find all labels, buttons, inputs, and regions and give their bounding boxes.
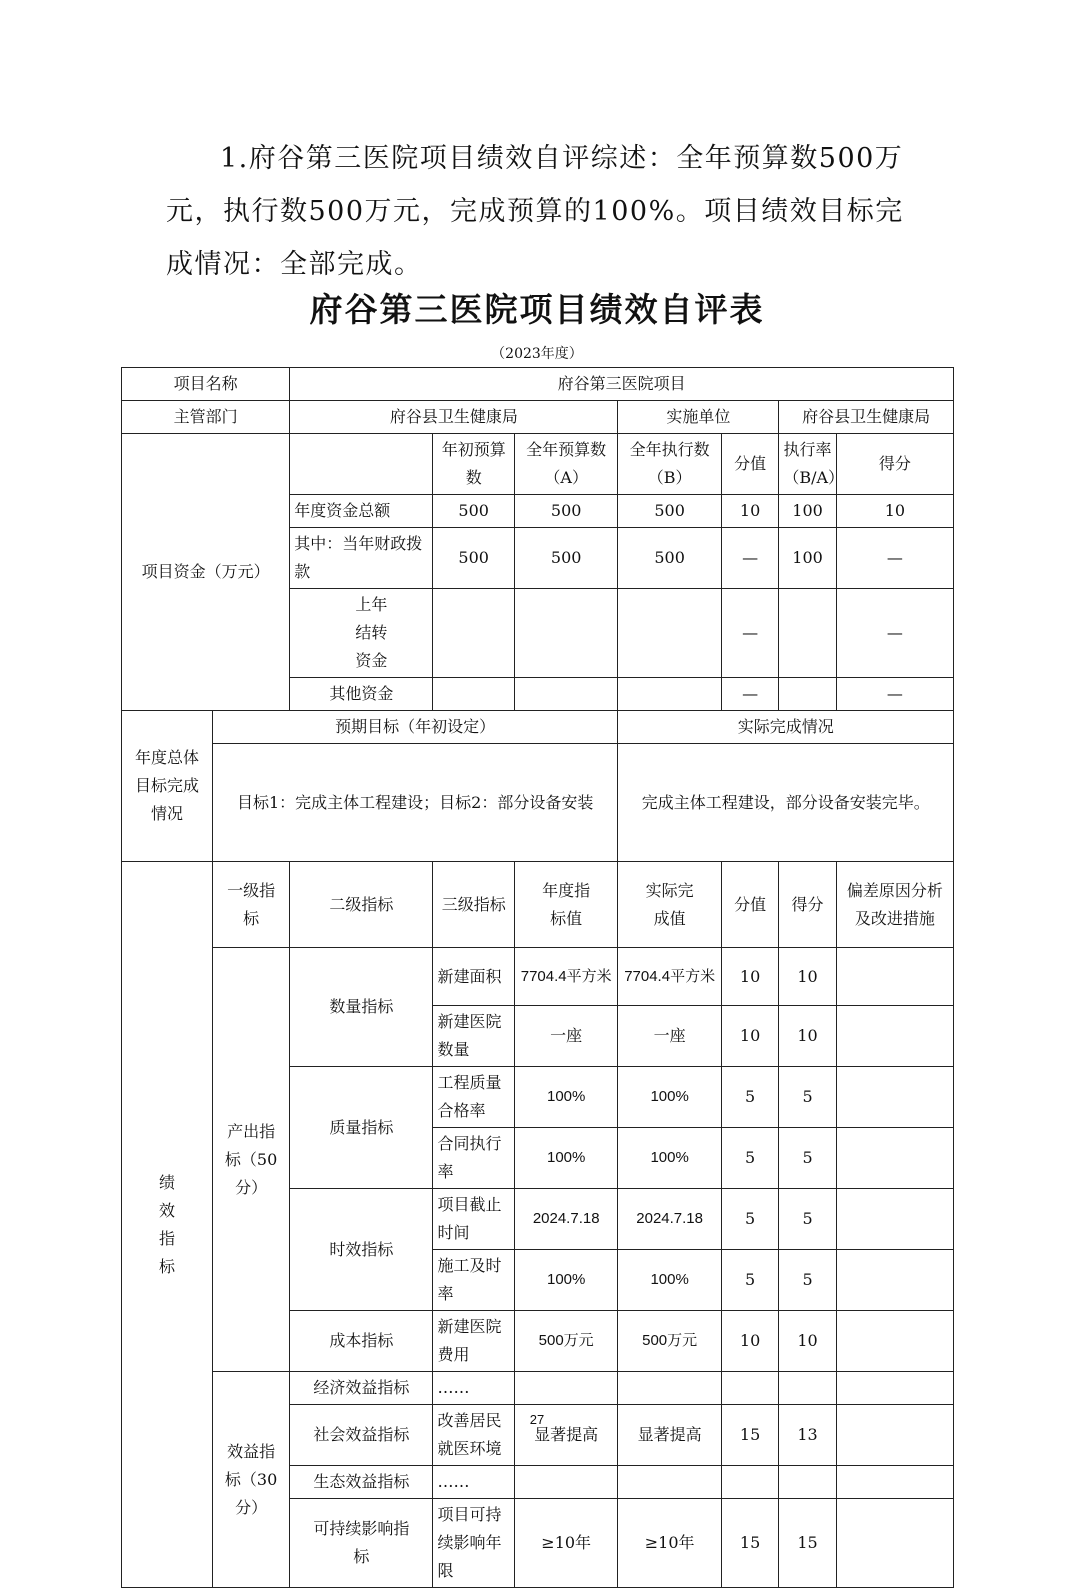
indicator-actual <box>618 1466 721 1499</box>
indicator-actual: 100% <box>618 1250 721 1311</box>
benefit-indicator-label: 效益指标（30分） <box>212 1372 289 1588</box>
indicator-item: 施工及时率 <box>433 1250 515 1311</box>
funds-cell: 500 <box>433 528 515 589</box>
perf-header: 得分 <box>779 862 836 948</box>
indicator-item: 新建面积 <box>433 948 515 1006</box>
indicator-item: 项目截止时间 <box>433 1189 515 1250</box>
perf-header: 分值 <box>721 862 778 948</box>
indicator-deviation <box>836 1466 953 1499</box>
indicator-score: 10 <box>779 1311 836 1372</box>
intro-paragraph: 1.府谷第三医院项目绩效自评综述：全年预算数500万元，执行数500万元，完成预算的100%。项目绩效目标完成情况：全部完成。 <box>166 143 904 280</box>
funds-header: 分值 <box>721 434 778 495</box>
indicator-score: 5 <box>779 1067 836 1128</box>
indicator-score-max: 5 <box>721 1067 778 1128</box>
indicator-deviation <box>836 1250 953 1311</box>
indicator-item: …… <box>433 1466 515 1499</box>
perf-header: 二级指标 <box>290 862 433 948</box>
indicator-item: 改善居民就医环境 <box>433 1405 515 1466</box>
indicator-target <box>514 1466 617 1499</box>
impl-label: 实施单位 <box>618 401 779 434</box>
indicator-actual: 2024.7.18 <box>618 1189 721 1250</box>
evaluation-table <box>121 367 954 1588</box>
indicator-actual: 100% <box>618 1128 721 1189</box>
indicator-target: 100% <box>514 1067 617 1128</box>
page-number: 27 <box>529 1412 545 1427</box>
funds-cell: 500 <box>433 495 515 528</box>
indicator-deviation <box>836 1067 953 1128</box>
funds-cell: 10 <box>836 495 953 528</box>
indicator-target <box>514 1372 617 1405</box>
funds-cell: 500 <box>618 528 721 589</box>
economic-indicator: 经济效益指标 <box>290 1372 433 1405</box>
table-title: 府谷第三医院项目绩效自评表 <box>309 290 765 329</box>
indicator-item: …… <box>433 1372 515 1405</box>
indicator-target: 2024.7.18 <box>514 1189 617 1250</box>
quantity-indicator: 数量指标 <box>290 948 433 1067</box>
goals-expected: 目标1：完成主体工程建设；目标2：部分设备安装 <box>212 744 617 862</box>
funds-cell <box>433 678 515 711</box>
indicator-item: 工程质量合格率 <box>433 1067 515 1128</box>
indicator-target: 一座 <box>514 1006 617 1067</box>
indicator-score-max: 5 <box>721 1128 778 1189</box>
output-indicator-label: 产出指标（50分） <box>212 948 289 1372</box>
indicator-actual: 显著提高 <box>618 1405 721 1466</box>
indicator-target: 7704.4平方米 <box>514 948 617 1006</box>
sustainability-indicator: 可持续影响指标 <box>290 1499 433 1588</box>
goals-expected-header: 预期目标（年初设定） <box>212 711 617 744</box>
funds-cell: — <box>721 678 778 711</box>
indicator-actual: 一座 <box>618 1006 721 1067</box>
funds-cell <box>433 589 515 678</box>
quality-indicator: 质量指标 <box>290 1067 433 1189</box>
funds-cell <box>618 678 721 711</box>
indicator-score-max: 15 <box>721 1499 778 1588</box>
perf-header: 实际完成值 <box>618 862 721 948</box>
funds-row-label: 年度资金总额 <box>290 495 433 528</box>
dept-value: 府谷县卫生健康局 <box>290 401 618 434</box>
indicator-deviation <box>836 1499 953 1588</box>
funds-cell: 10 <box>721 495 778 528</box>
indicator-actual: 100% <box>618 1067 721 1128</box>
indicator-score: 5 <box>779 1250 836 1311</box>
indicator-actual: 7704.4平方米 <box>618 948 721 1006</box>
funds-cell <box>779 589 836 678</box>
perf-header: 一级指标 <box>212 862 289 948</box>
indicator-score-max <box>721 1372 778 1405</box>
indicator-target: ≥10年 <box>514 1499 617 1588</box>
funds-cell <box>514 678 617 711</box>
goals-actual: 完成主体工程建设，部分设备安装完毕。 <box>618 744 954 862</box>
indicator-item: 新建医院费用 <box>433 1311 515 1372</box>
cost-indicator: 成本指标 <box>290 1311 433 1372</box>
funds-cell <box>514 589 617 678</box>
indicator-score-max: 10 <box>721 1006 778 1067</box>
social-indicator: 社会效益指标 <box>290 1405 433 1466</box>
funds-label: 项目资金（万元） <box>122 434 290 711</box>
perf-header: 年度指标值 <box>514 862 617 948</box>
funds-header: 全年执行数（B） <box>618 434 721 495</box>
dept-label: 主管部门 <box>122 401 290 434</box>
funds-cell: — <box>836 528 953 589</box>
funds-row-label: 上年结转资金 <box>290 589 433 678</box>
indicator-score-max <box>721 1466 778 1499</box>
indicator-score <box>779 1466 836 1499</box>
project-name-value: 府谷第三医院项目 <box>290 368 954 401</box>
funds-cell: — <box>721 528 778 589</box>
timeliness-indicator: 时效指标 <box>290 1189 433 1311</box>
funds-cell: — <box>836 678 953 711</box>
indicator-score-max: 5 <box>721 1189 778 1250</box>
indicator-score: 10 <box>779 948 836 1006</box>
funds-cell: 500 <box>618 495 721 528</box>
ecological-indicator: 生态效益指标 <box>290 1466 433 1499</box>
indicator-deviation <box>836 948 953 1006</box>
indicator-score: 5 <box>779 1189 836 1250</box>
perf-header: 偏差原因分析及改进措施 <box>836 862 953 948</box>
indicator-target: 500万元 <box>514 1311 617 1372</box>
indicator-deviation <box>836 1311 953 1372</box>
funds-cell: 100 <box>779 495 836 528</box>
impl-value: 府谷县卫生健康局 <box>779 401 954 434</box>
funds-header: 执行率（B/A） <box>779 434 836 495</box>
perf-header: 三级指标 <box>433 862 515 948</box>
indicator-target: 100% <box>514 1128 617 1189</box>
indicator-score-max: 5 <box>721 1250 778 1311</box>
funds-cell <box>618 589 721 678</box>
funds-cell <box>779 678 836 711</box>
goals-actual-header: 实际完成情况 <box>618 711 954 744</box>
funds-row-label: 其他资金 <box>290 678 433 711</box>
indicator-score-max: 10 <box>721 948 778 1006</box>
indicator-item: 新建医院数量 <box>433 1006 515 1067</box>
project-name-label: 项目名称 <box>122 368 290 401</box>
indicator-deviation <box>836 1128 953 1189</box>
indicator-score: 5 <box>779 1128 836 1189</box>
indicator-actual: 500万元 <box>618 1311 721 1372</box>
indicator-item: 项目可持续影响年限 <box>433 1499 515 1588</box>
indicator-score: 15 <box>779 1499 836 1588</box>
funds-cell: — <box>836 589 953 678</box>
goals-label: 年度总体目标完成情况 <box>122 711 213 862</box>
funds-row-label: 其中：当年财政拨款 <box>290 528 433 589</box>
indicator-target: 100% <box>514 1250 617 1311</box>
indicator-score: 13 <box>779 1405 836 1466</box>
indicator-target: 显著提高 <box>514 1405 617 1466</box>
funds-header-blank <box>290 434 433 495</box>
indicator-score <box>779 1372 836 1405</box>
indicator-score: 10 <box>779 1006 836 1067</box>
funds-cell: 100 <box>779 528 836 589</box>
funds-header: 全年预算数（A） <box>514 434 617 495</box>
indicator-actual: ≥10年 <box>618 1499 721 1588</box>
funds-header: 得分 <box>836 434 953 495</box>
funds-header: 年初预算数 <box>433 434 515 495</box>
funds-cell: 500 <box>514 528 617 589</box>
perf-label: 绩效指标 <box>122 862 213 1588</box>
indicator-deviation <box>836 1189 953 1250</box>
indicator-actual <box>618 1372 721 1405</box>
indicator-score-max: 10 <box>721 1311 778 1372</box>
funds-cell: 500 <box>514 495 617 528</box>
indicator-deviation <box>836 1372 953 1405</box>
indicator-deviation <box>836 1006 953 1067</box>
indicator-item: 合同执行率 <box>433 1128 515 1189</box>
indicator-score-max: 15 <box>721 1405 778 1466</box>
table-year: （2023年度） <box>491 346 583 362</box>
funds-cell: — <box>721 589 778 678</box>
